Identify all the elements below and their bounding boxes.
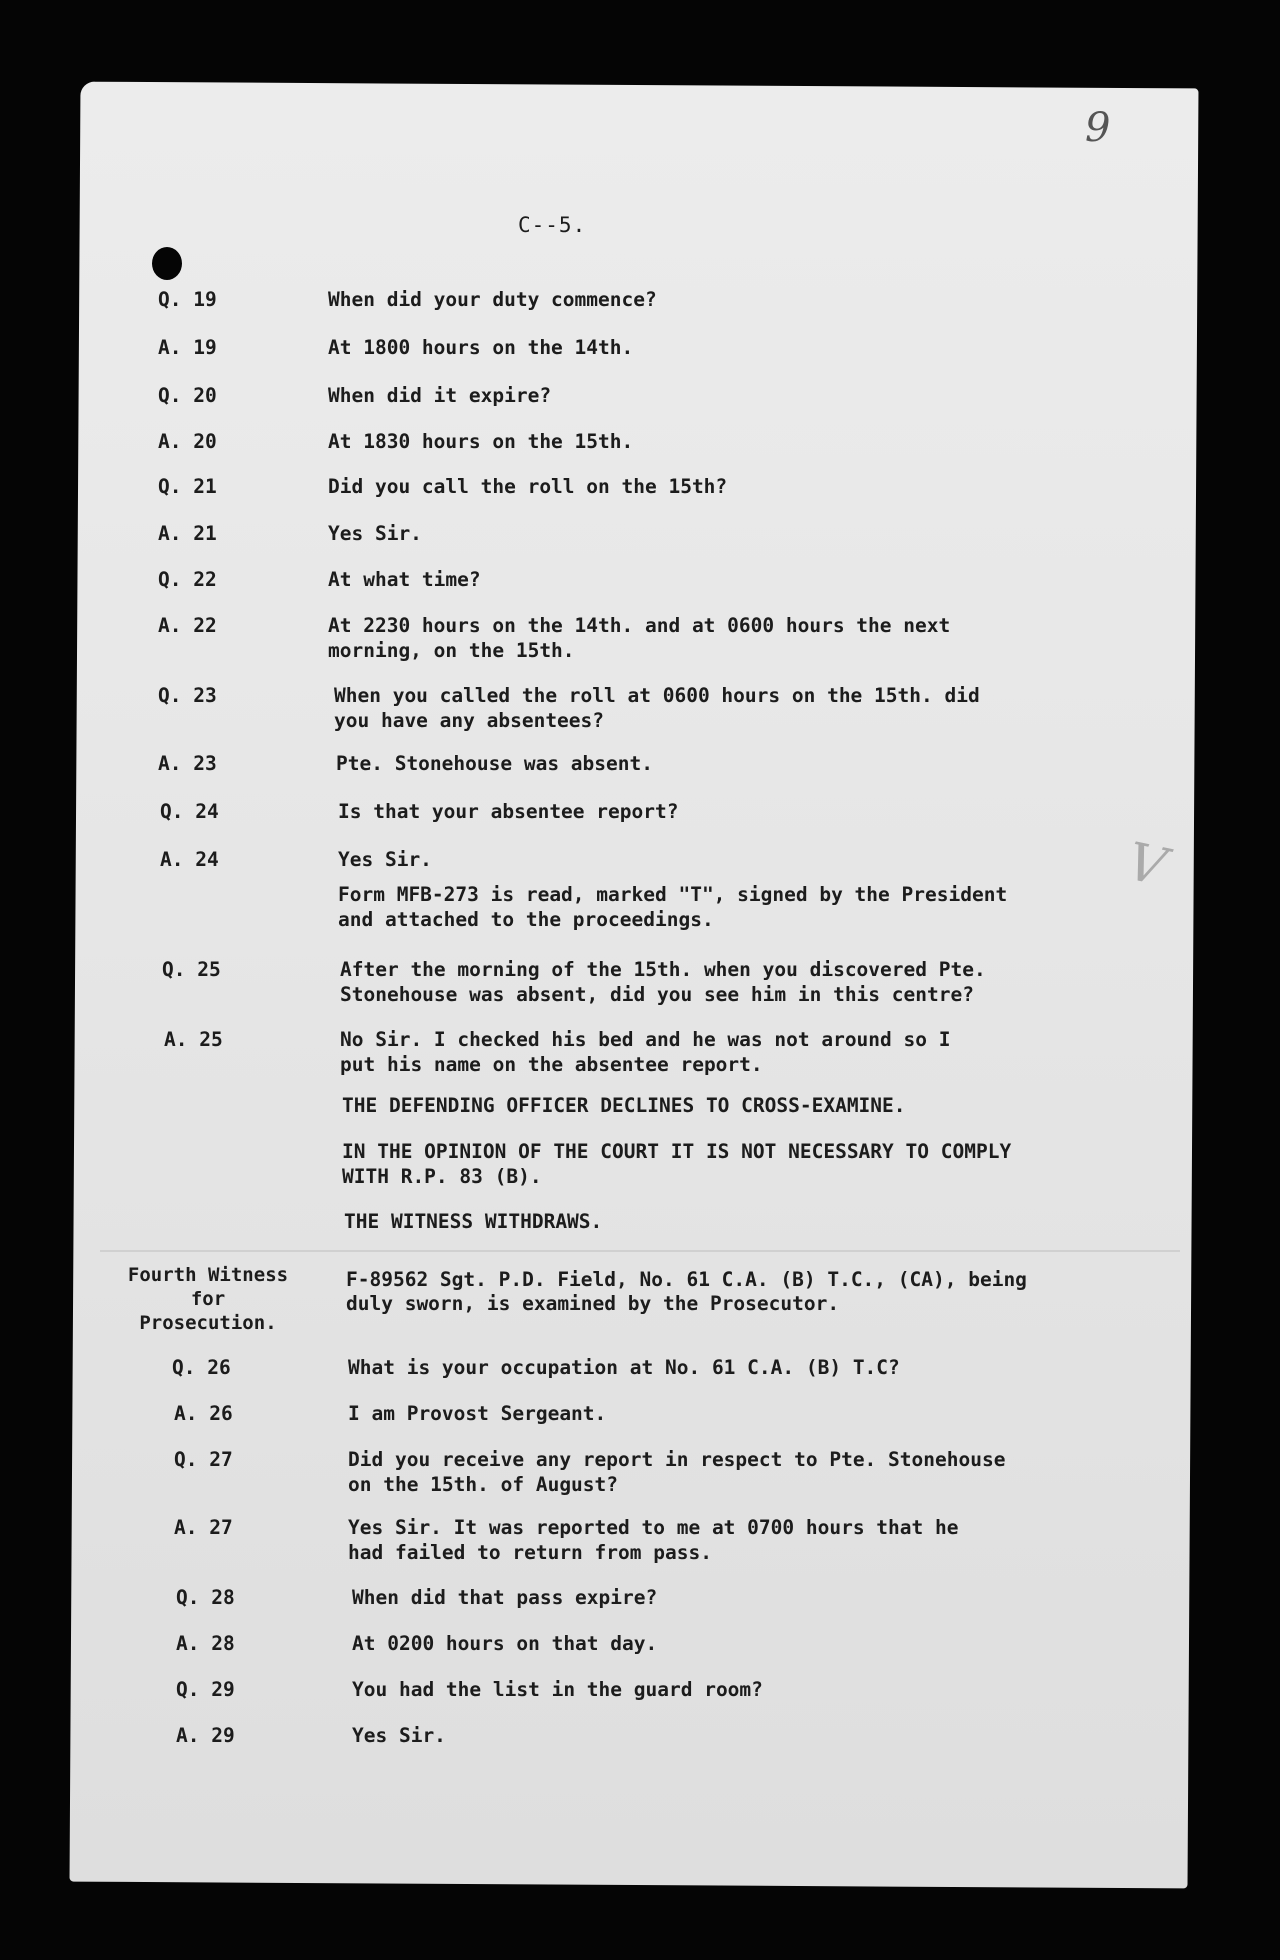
qa-text: At 1830 hours on the 15th. xyxy=(328,430,634,453)
witness-intro-line: duly sworn, is examined by the Prosecutor. xyxy=(346,1292,840,1315)
qa-text: At 0200 hours on that day. xyxy=(352,1632,658,1655)
qa-label: A. 20 xyxy=(158,430,217,453)
witness-intro xyxy=(346,1268,1027,1316)
witness-heading xyxy=(108,1263,308,1335)
qa-label: Q. 23 xyxy=(158,684,217,707)
court-note-continued: WITH R.P. 83 (B). xyxy=(342,1165,542,1188)
qa-text-continued: had failed to return from pass. xyxy=(348,1541,712,1564)
qa-label: Q. 25 xyxy=(162,958,221,981)
page-label: C--5. xyxy=(518,213,587,237)
qa-text: Yes Sir. It was reported to me at 0700 hours that he xyxy=(348,1516,959,1539)
qa-label: A. 22 xyxy=(158,614,217,637)
qa-text: I am Provost Sergeant. xyxy=(348,1402,607,1425)
qa-label: A. 24 xyxy=(160,848,219,871)
qa-text: After the morning of the 15th. when you discovered Pte. xyxy=(340,958,986,981)
qa-label: A. 23 xyxy=(158,752,217,775)
qa-text-continued: Stonehouse was absent, did you see him in this centre? xyxy=(340,983,974,1006)
qa-label: Q. 27 xyxy=(174,1448,233,1471)
court-note: THE DEFENDING OFFICER DECLINES TO CROSS-EXAMINE. xyxy=(342,1094,906,1117)
qa-text: Did you call the roll on the 15th? xyxy=(328,475,728,498)
qa-label: A. 19 xyxy=(158,336,217,359)
qa-text: When did it expire? xyxy=(328,384,552,407)
qa-text: Pte. Stonehouse was absent. xyxy=(336,752,653,775)
exhibit-note-text: Form MFB-273 is read, marked "T", signed by the President xyxy=(338,883,1008,906)
exhibit-note-text-continued: and attached to the proceedings. xyxy=(338,908,714,931)
qa-text-continued: you have any absentees? xyxy=(334,709,605,732)
qa-text: No Sir. I checked his bed and he was not around so I xyxy=(340,1028,951,1051)
qa-text-continued: on the 15th. of August? xyxy=(348,1473,619,1496)
qa-label: Q. 24 xyxy=(160,800,219,823)
qa-label: Q. 28 xyxy=(176,1586,235,1609)
qa-text: Yes Sir. xyxy=(328,522,422,545)
qa-label: Q. 22 xyxy=(158,568,217,591)
qa-text: At what time? xyxy=(328,568,481,591)
qa-text-continued: morning, on the 15th. xyxy=(328,639,575,662)
qa-label: A. 29 xyxy=(176,1724,235,1747)
qa-label: Q. 20 xyxy=(158,384,217,407)
qa-text-continued: put his name on the absentee report. xyxy=(340,1053,763,1076)
handwritten-page-number: 9 xyxy=(1085,105,1111,151)
qa-text: What is your occupation at No. 61 C.A. (B) T.C? xyxy=(348,1356,900,1379)
qa-label: A. 28 xyxy=(176,1632,235,1655)
qa-text: At 1800 hours on the 14th. xyxy=(328,336,634,359)
court-note: IN THE OPINION OF THE COURT IT IS NOT NECESSARY TO COMPLY xyxy=(342,1140,1012,1163)
qa-label: Q. 26 xyxy=(172,1356,231,1379)
qa-text: Yes Sir. xyxy=(338,848,432,871)
qa-text: You had the list in the guard room? xyxy=(352,1678,763,1701)
qa-label: Q. 19 xyxy=(158,288,217,311)
qa-text: When did your duty commence? xyxy=(328,288,657,311)
section-divider xyxy=(100,1250,1180,1252)
qa-label: Q. 21 xyxy=(158,475,217,498)
qa-text: Did you receive any report in respect to Pte. Stonehouse xyxy=(348,1448,1006,1471)
qa-label: Q. 29 xyxy=(176,1678,235,1701)
witness-intro-line: F-89562 Sgt. P.D. Field, No. 61 C.A. (B) T.C., (CA), being xyxy=(346,1268,1027,1291)
court-note: THE WITNESS WITHDRAWS. xyxy=(344,1210,603,1233)
witness-heading-line: Prosecution. xyxy=(139,1312,277,1334)
qa-text: At 2230 hours on the 14th. and at 0600 hours the next xyxy=(328,614,951,637)
qa-label: A. 27 xyxy=(174,1516,233,1539)
witness-heading-line: Fourth Witness xyxy=(127,1264,289,1286)
punch-hole xyxy=(152,247,182,280)
check-mark: V xyxy=(1122,831,1172,899)
qa-text: Is that your absentee report? xyxy=(338,800,679,823)
qa-text: When did that pass expire? xyxy=(352,1586,658,1609)
qa-label: A. 21 xyxy=(158,522,217,545)
qa-label: A. 26 xyxy=(174,1402,233,1425)
qa-text: Yes Sir. xyxy=(352,1724,446,1747)
qa-text: When you called the roll at 0600 hours on the 15th. did xyxy=(334,684,980,707)
qa-label: A. 25 xyxy=(164,1028,223,1051)
witness-heading-line: for xyxy=(190,1288,226,1310)
